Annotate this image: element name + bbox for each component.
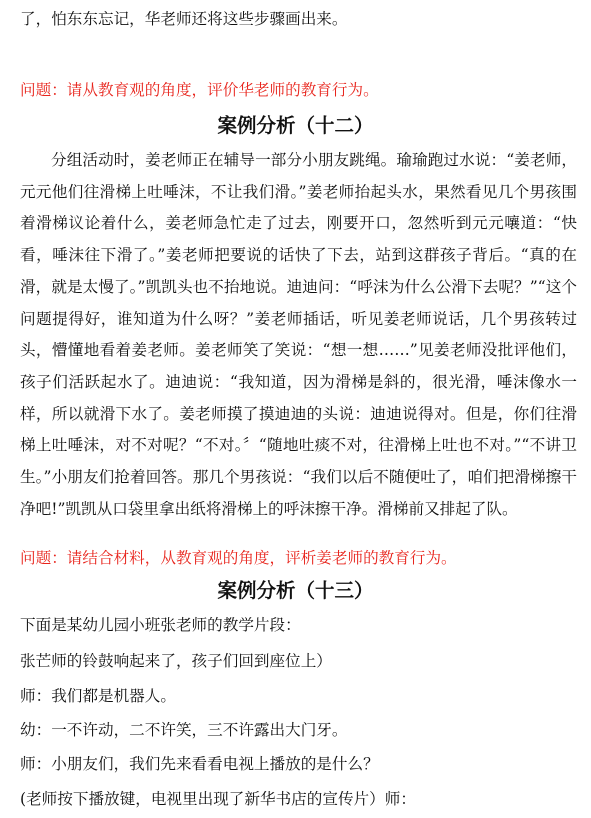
- case-12-heading: 案例分析（十二）: [217, 114, 374, 137]
- question-case-12: 问题：请结合材料，从教育观的角度，评析姜老师的教育行为。: [20, 549, 457, 567]
- question-case-11: 问题：请从教育观的角度，评价华老师的教育行为。: [20, 81, 379, 99]
- continuation-line: 了，怕东东忘记，华老师还将这些步骤画出来。: [20, 10, 348, 28]
- case-13-line: 师：我们都是机器人。: [20, 687, 176, 705]
- case-13-line: 张芒师的铃鼓响起来了，孩子们回到座位上）: [20, 652, 332, 670]
- case-12-paragraph: 分组活动时，姜老师正在辅导一部分小朋友跳绳。瑜瑜跑过水说：“姜老师，元元他们往滑梯上吐唾沫，不让我们滑。”姜老师抬起头水，果然看见几个男孩围着滑梯议论着什么，姜老师急忙走了过去，刚要开口，忽然听到元元嚷道：“快看，唾沫往下滑了。”姜老师把要说的话快了下去，站到这群孩子背后。“真的在滑，就是太慢了。”凯凯头也不抬地说。迪迪问：“呼沫为什么公滑下去呢？”“这个问题提得好，谁知道为什么呀？”姜老师插话，听见姜老师说话，几个男孩转过头，懵懂地看着姜老师。姜老师笑了笑说：“想一想……”见姜老师没批评他们，孩子们活跃起水了。迪迪说：“我知道，因为滑梯是斜的，很光滑，唾沫像水一样，所以就滑下水了。姜老师摸了摸迪迪的头说：迪迪说得对。但是，你们往滑梯上吐唾沫，对不对呢？“不对。〞“随地吐痰不对，往滑梯上吐也不对。”“不讲卫生。”小朋友们抢着回答。那几个男孩说：“我们以后不随便吐了，咱们把滑梯擦干净吧!”凯凯从口袋里拿出纸将滑梯上的呼沫擦干净。滑梯前又排起了队。: [20, 151, 577, 518]
- case-13-line: (老师按下播放键，电视里出现了新华书店的宣传片）师：: [20, 790, 416, 808]
- case-13-line: 下面是某幼儿园小班张老师的教学片段：: [20, 616, 301, 634]
- case-13-line: 师：小朋友们，我们先来看看电视上播放的是什么？: [20, 755, 379, 773]
- case-13-heading: 案例分析（十三）: [217, 579, 374, 602]
- case-13-line: 幼：一不许动，二不许笑，三不许露出大门牙。: [20, 721, 348, 739]
